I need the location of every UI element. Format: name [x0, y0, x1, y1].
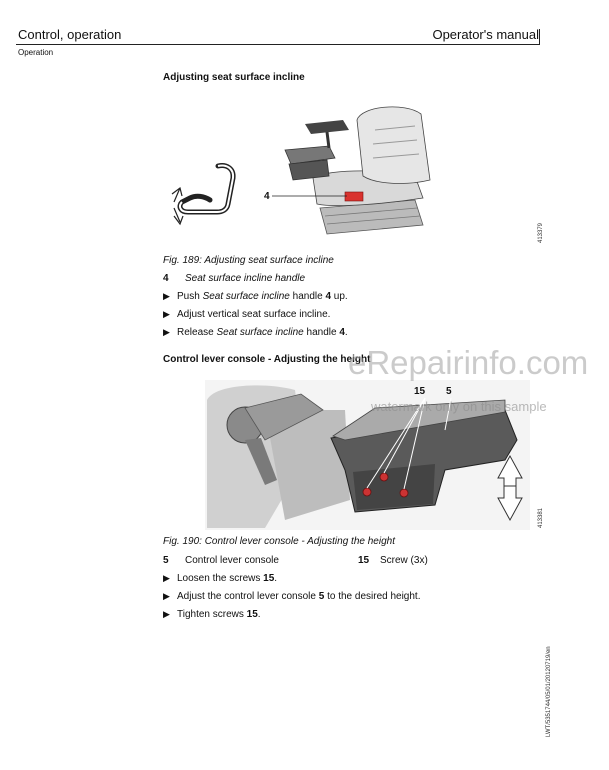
figure190-code: 413381 — [538, 507, 544, 528]
section2-heading: Control lever console - Adjusting the height — [163, 354, 371, 365]
legend-row-15 — [358, 555, 428, 566]
triangle-right-icon: ▶ — [163, 309, 170, 319]
step-3: ▶ Release Seat surface incline handle 4. — [163, 327, 348, 338]
figure190-caption: Fig. 190: Control lever console - Adjusting the height — [163, 536, 395, 547]
legend-row-4 — [163, 273, 305, 284]
legend-text: Screw (3x) — [380, 555, 428, 566]
legend-row-5 — [163, 555, 279, 566]
triangle-right-icon: ▶ — [163, 291, 170, 301]
document-code: LWT/5351744/05/01/20120719/en — [546, 646, 552, 737]
header-right-title: Operator's manual — [432, 27, 539, 42]
step-1: ▶ Push Seat surface incline handle 4 up. — [163, 291, 348, 302]
triangle-right-icon: ▶ — [163, 609, 170, 619]
figure189-caption: Fig. 189: Adjusting seat surface incline — [163, 255, 334, 266]
seat-incline-symbol-icon — [170, 160, 245, 235]
legend-text: Seat surface incline handle — [185, 273, 306, 284]
step-4: ▶ Loosen the screws 15. — [163, 573, 278, 584]
legend-text: Control lever console — [185, 555, 279, 566]
header-left-title: Control, operation — [18, 27, 122, 42]
figure189-code: 413379 — [538, 222, 544, 243]
triangle-right-icon: ▶ — [163, 327, 170, 337]
watermark-main: eRepairinfo.com — [348, 344, 589, 381]
legend-number: 5 — [163, 555, 169, 566]
triangle-right-icon: ▶ — [163, 591, 170, 601]
step-2: ▶ Adjust vertical seat surface incline. — [163, 309, 331, 320]
seat-illustration — [265, 100, 440, 245]
legend-number: 15 — [358, 555, 370, 566]
figure190-callout-15: 15 — [414, 386, 426, 397]
header-rule — [16, 44, 540, 45]
section1-heading: Adjusting seat surface incline — [163, 72, 305, 83]
triangle-right-icon: ▶ — [163, 573, 170, 583]
step-6: ▶ Tighten screws 15. — [163, 609, 261, 620]
figure190-callout-5: 5 — [446, 386, 452, 397]
legend-number: 4 — [163, 273, 169, 284]
header-divider-tick — [539, 29, 540, 45]
header-section: Operation — [18, 48, 54, 57]
step-5: ▶ Adjust the control lever console 5 to the desired height. — [163, 591, 421, 602]
watermark-sub: watermark only on this sample — [371, 399, 547, 414]
figure189-callout-4: 4 — [264, 191, 270, 202]
